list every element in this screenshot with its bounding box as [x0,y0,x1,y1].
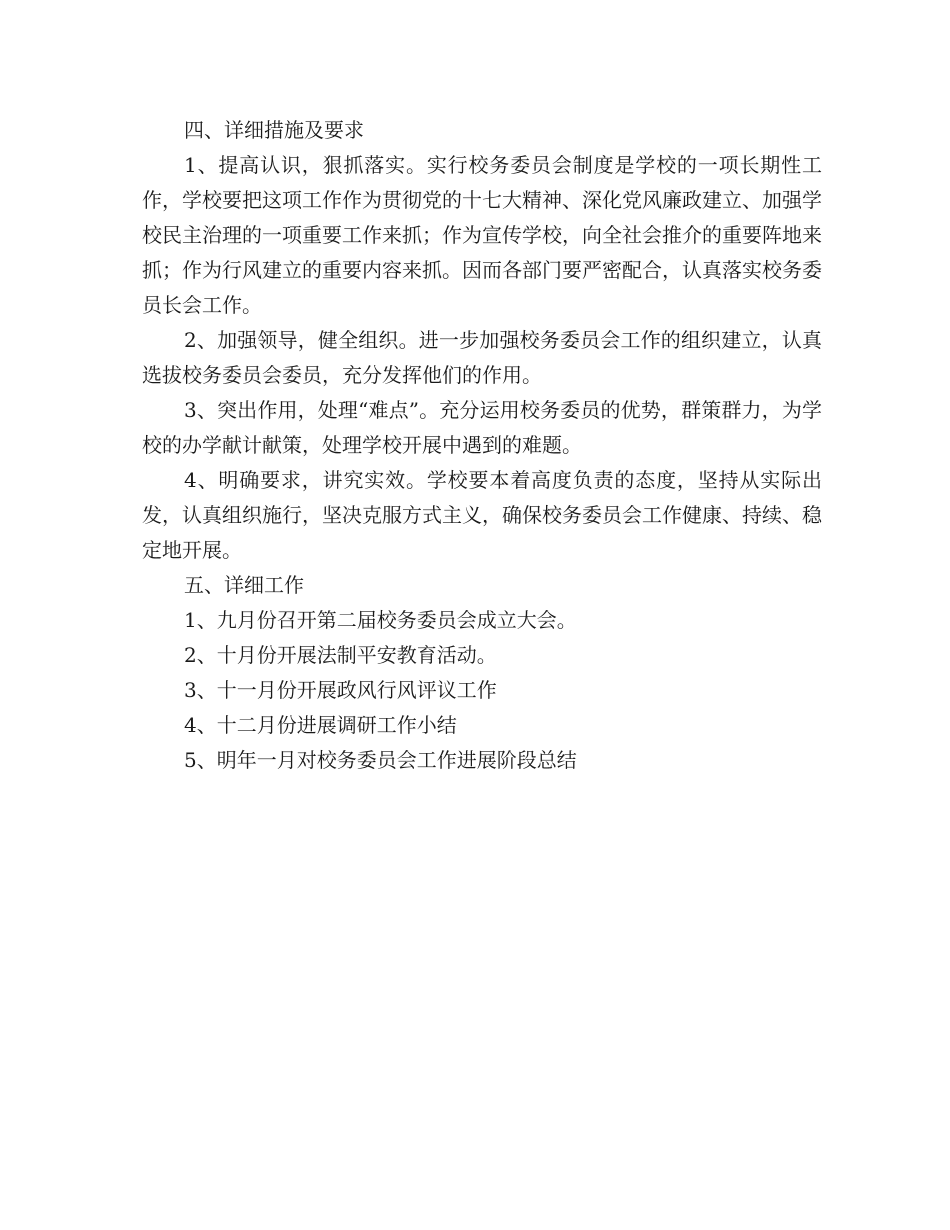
work-item-1: 1、九月份召开第二届校务委员会成立大会。 [184,608,577,632]
work-item-5: 5、明年一月对校务委员会工作进展阶段总结 [184,748,577,772]
work-item-3: 3、十一月份开展政风行风评议工作 [184,678,497,702]
section-heading-measures: 四、详细措施及要求 [184,118,364,142]
work-item-4: 4、十二月份进展调研工作小结 [184,713,457,737]
document-body [142,113,822,778]
work-item-2: 2、十月份开展法制平安教育活动。 [184,643,497,667]
paragraph-measure-2: 2、加强领导，健全组织。进一步加强校务委员会工作的组织建立，认真选拔校务委员会委员，充分发挥他们的作用。 [142,328,822,387]
paragraph-measure-4: 4、明确要求，讲究实效。学校要本着高度负责的态度，坚持从实际出发，认真组织施行，坚决克服方式主义，确保校务委员会工作健康、持续、稳定地开展。 [142,468,822,562]
paragraph-measure-1: 1、提高认识，狠抓落实。实行校务委员会制度是学校的一项长期性工作，学校要把这项工作作为贯彻党的十七大精神、深化党风廉政建立、加强学校民主治理的一项重要工作来抓；作为宣传学校，向全社会推介的重要阵地来抓；作为行风建立的重要内容来抓。因而各部门要严密配合，认真落实校务委员长会工作。 [142,153,822,317]
paragraph-measure-3: 3、突出作用，处理“难点”。充分运用校务委员的优势，群策群力，为学校的办学献计献策，处理学校开展中遇到的难题。 [142,398,822,457]
section-heading-work: 五、详细工作 [184,573,304,597]
